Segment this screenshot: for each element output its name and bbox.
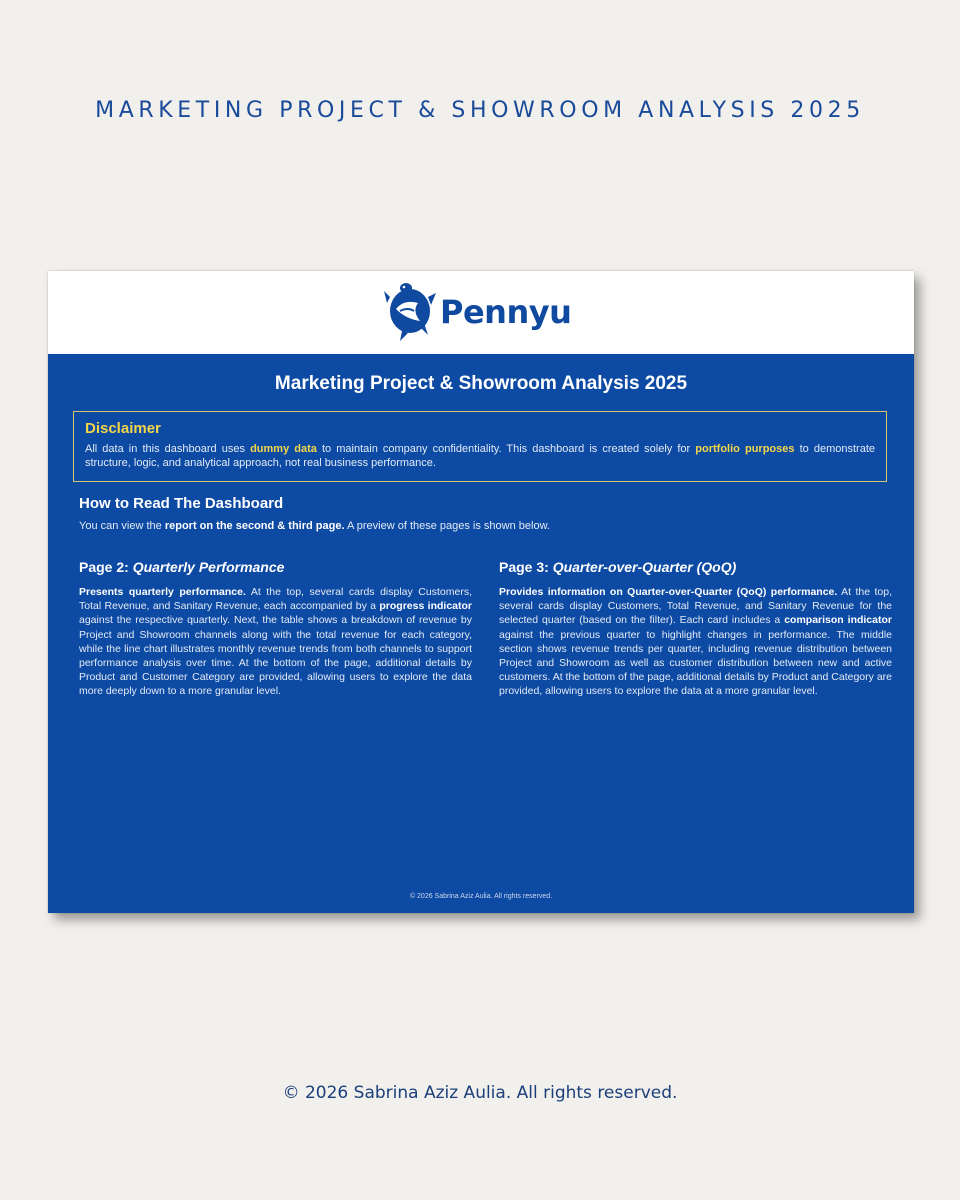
disclaimer-text [85, 442, 875, 470]
page3-bold: Provides information on Quarter-over-Quarter (QoQ) performance. [499, 586, 838, 598]
page2-text-part: against the respective quarterly. Next, the table shows a breakdown of revenue by Project and Showroom channels along with the total revenue for each category, while the line chart illustrates monthly revenue trends from both channels to support performance analysis over time. At the bottom of the page, additional details by Product and Customer Category are provided, allowing users to explore the data more deeply down to a more granular level. [79, 614, 472, 698]
page2-title-italic: Quarterly Performance [132, 559, 285, 575]
page3-bold: comparison indicator [784, 614, 892, 627]
page2-description [79, 585, 472, 699]
disclaimer-text-part: All data in this dashboard uses [85, 443, 251, 455]
brand-name: Pennyu [440, 293, 572, 331]
page2-bold: Presents quarterly performance. [79, 586, 246, 598]
card-logo-bar [48, 271, 914, 354]
dashboard-title: Marketing Project & Showroom Analysis 2025 [274, 373, 688, 394]
page3-title-prefix: Page 3: [499, 559, 553, 575]
page3-text-part: At the top, several cards display Customers, Total Revenue, and Sanitary Revenue for the selected quarter (based on the filter). Each card includes a [499, 586, 892, 627]
page2-title [79, 559, 472, 575]
page2-title-prefix: Page 2: [79, 559, 133, 575]
how-text-part: A preview of these pages is shown below. [344, 520, 550, 532]
how-text-bold: report on the second & third page. [164, 520, 345, 532]
disclaimer-box [73, 411, 887, 482]
disclaimer-highlight: dummy data [250, 443, 317, 455]
page3-description [499, 585, 892, 699]
how-text-part: You can view the [79, 520, 165, 532]
brand-logo [384, 283, 571, 341]
turtle-icon [384, 283, 436, 341]
card-copyright: © 2026 Sabrina Aziz Aulia. All rights reserved. [409, 893, 553, 900]
how-to-read-title: How to Read The Dashboard [79, 495, 284, 512]
page2-bold: progress indicator [379, 600, 472, 613]
page2-section [79, 559, 472, 699]
page3-text-part: against the previous quarter to highlight changes in performance. The middle section shows revenue trends per quarter, including revenue distribution between Project and Showroom as well as customer distribution between new and active customers. At the bottom of the page, additional details by Product and Category are provided, allowing users to explore the data at a more granular level. [499, 628, 892, 698]
disclaimer-text-part: to maintain company confidentiality. This dashboard is created solely for [316, 443, 696, 455]
page3-title-italic: Quarter-over-Quarter (QoQ) [552, 559, 737, 575]
page-copyright: © 2026 Sabrina Aziz Aulia. All rights reserved. [282, 1083, 678, 1103]
disclaimer-text-part: to demonstrate structure, logic, and analytical approach, not real business performance. [85, 443, 875, 469]
dashboard-preview-card [48, 271, 914, 913]
page-title: MARKETING PROJECT & SHOWROOM ANALYSIS 2025 [95, 98, 865, 123]
page3-section [499, 559, 892, 699]
page3-title [499, 559, 892, 575]
disclaimer-title: Disclaimer [85, 420, 161, 437]
how-to-read-text [79, 520, 550, 532]
page2-text-part: At the top, several cards display Customers, Total Revenue, and Sanitary Revenue, each accompanied by a [79, 586, 472, 613]
disclaimer-highlight: portfolio purposes [695, 443, 795, 455]
